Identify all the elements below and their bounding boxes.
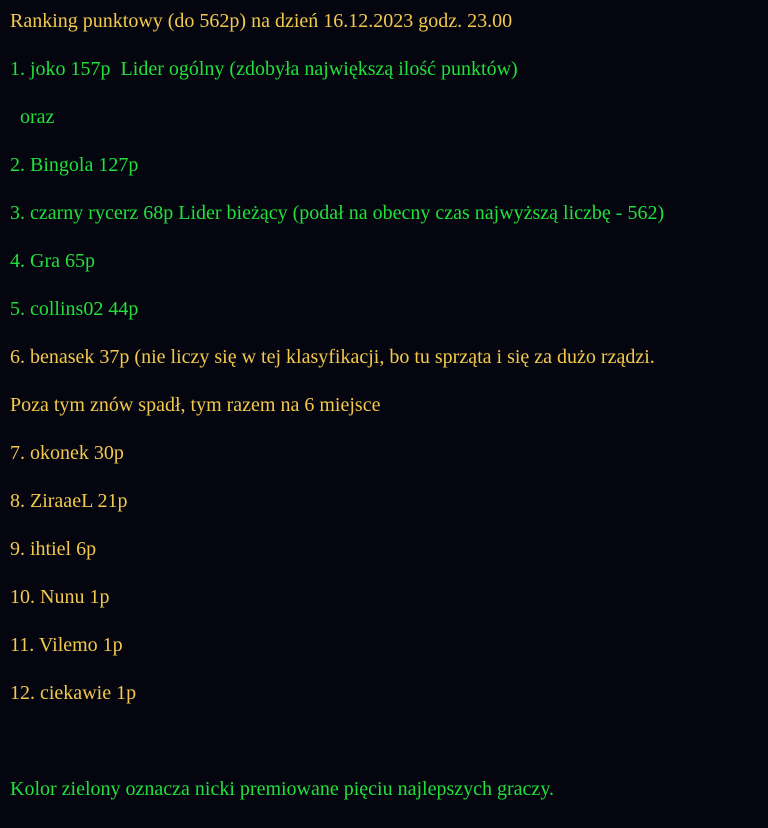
ranking-line-2: 2. Bingola 127p [10, 154, 139, 176]
ranking-line-1: 1. joko 157p Lider ogólny (zdobyła największą ilość punktów) [10, 58, 518, 80]
ranking-line-4: 4. Gra 65p [10, 250, 95, 272]
ranking-line-8: 8. ZiraaeL 21p [10, 490, 128, 512]
ranking-line-12: 12. ciekawie 1p [10, 682, 137, 704]
ranking-line-6: 6. benasek 37p (nie liczy się w tej klasyfikacji, bo tu sprząta i się za dużo rządzi. [10, 346, 655, 368]
ranking-line-5: 5. collins02 44p [10, 298, 139, 320]
ranking-title: Ranking punktowy (do 562p) na dzień 16.12.2023 godz. 23.00 [10, 10, 513, 32]
ranking-line-7: 7. okonek 30p [10, 442, 124, 464]
spacer [10, 729, 768, 753]
ranking-line-11: 11. Vilemo 1p [10, 634, 123, 656]
ranking-line-3: 3. czarny rycerz 68p Lider bieżący (podał na obecny czas najwyższą liczbę - 562) [10, 202, 665, 224]
ranking-conjunction: oraz [10, 106, 55, 128]
ranking-line-6-note: Poza tym znów spadł, tym razem na 6 miejsce [10, 394, 381, 416]
legend-note: Kolor zielony oznacza nicki premiowane pięciu najlepszych graczy. [10, 778, 555, 800]
ranking-line-10: 10. Nunu 1p [10, 586, 110, 608]
ranking-line-9: 9. ihtiel 6p [10, 538, 97, 560]
